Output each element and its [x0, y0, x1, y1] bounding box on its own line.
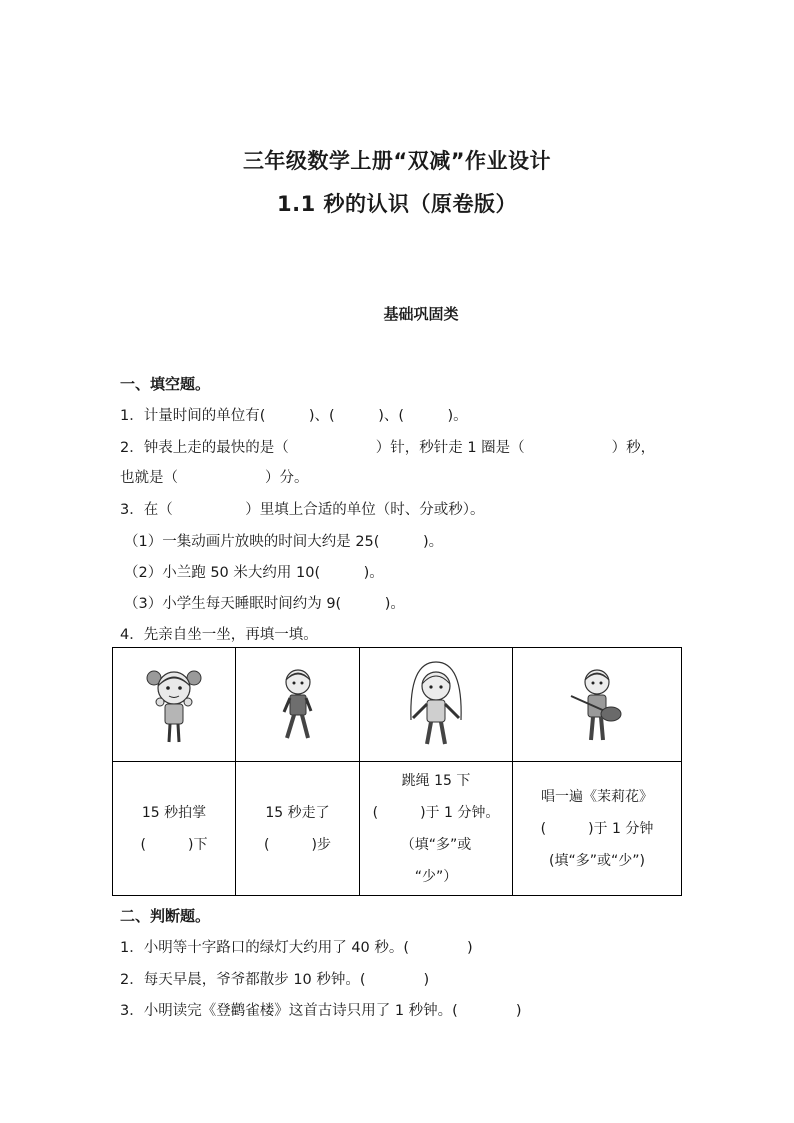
boy-walking-icon: [278, 666, 318, 744]
cell-1-line-1: 15 秒拍掌: [141, 804, 207, 821]
cell-4-line-1: 唱一遍《茉莉花》: [541, 788, 653, 805]
question-1-2-line2: 也就是（ ）分。: [120, 470, 309, 486]
girl-clapping-icon: [144, 664, 204, 746]
image-cell-2: [236, 648, 360, 762]
boy-playing-guitar-icon: [567, 666, 627, 744]
question-1-3: 3．在（ ）里填上合适的单位（时、分或秒）。: [120, 502, 485, 518]
section-heading-true-false: 二、判断题。: [120, 907, 211, 925]
question-1-3-1: （1）一集动画片放映的时间大约是 25( )。: [124, 534, 444, 550]
cell-3-line-1: 跳绳 15 下: [401, 772, 471, 789]
category-heading: 基础巩固类: [383, 305, 459, 323]
cell-3-line-2: ( )于 1 分钟。: [372, 804, 500, 821]
cell-2-line-2: ( )步: [264, 836, 331, 853]
question-1-1: 1．计量时间的单位有( )、( )、( )。: [120, 408, 468, 424]
image-cell-3: [360, 648, 513, 762]
cell-3-line-3: （填“多”或: [400, 836, 472, 853]
section-heading-fill-blank: 一、填空题。: [120, 375, 211, 393]
text-cell-4: [513, 762, 682, 896]
cell-1-line-2: ( )下: [140, 836, 208, 853]
boy-skipping-rope-icon: [401, 658, 471, 752]
question-2-1: 1．小明等十字路口的绿灯大约用了 40 秒。( ): [120, 940, 473, 956]
page-title: 三年级数学上册“双减”作业设计: [242, 149, 552, 173]
question-1-3-3: （3）小学生每天睡眠时间约为 9( )。: [124, 596, 405, 612]
cell-4-line-2: ( )于 1 分钟: [540, 820, 654, 837]
text-cell-1: [113, 762, 236, 896]
question-1-3-2: （2）小兰跑 50 米大约用 10( )。: [124, 565, 384, 581]
activity-table: [112, 647, 682, 896]
question-1-4: 4．先亲自坐一坐，再填一填。: [120, 627, 318, 643]
image-cell-1: [113, 648, 236, 762]
cell-3-line-4: “少”）: [414, 868, 458, 885]
question-1-2-line1: 2．钟表上走的最快的是（ ）针，秒针走 1 圈是（ ）秒，: [120, 440, 656, 456]
text-cell-2: [236, 762, 360, 896]
text-cell-3: [360, 762, 513, 896]
page-subtitle: 1.1 秒的认识（原卷版）: [276, 192, 517, 216]
question-2-3: 3．小明读完《登鹳雀楼》这首古诗只用了 1 秒钟。( ): [120, 1003, 522, 1019]
image-cell-4: [513, 648, 682, 762]
cell-2-line-1: 15 秒走了: [265, 804, 330, 821]
cell-4-line-3: (填“多”或“少”): [549, 852, 645, 869]
question-2-2: 2．每天早晨，爷爷都散步 10 秒钟。( ): [120, 972, 430, 988]
